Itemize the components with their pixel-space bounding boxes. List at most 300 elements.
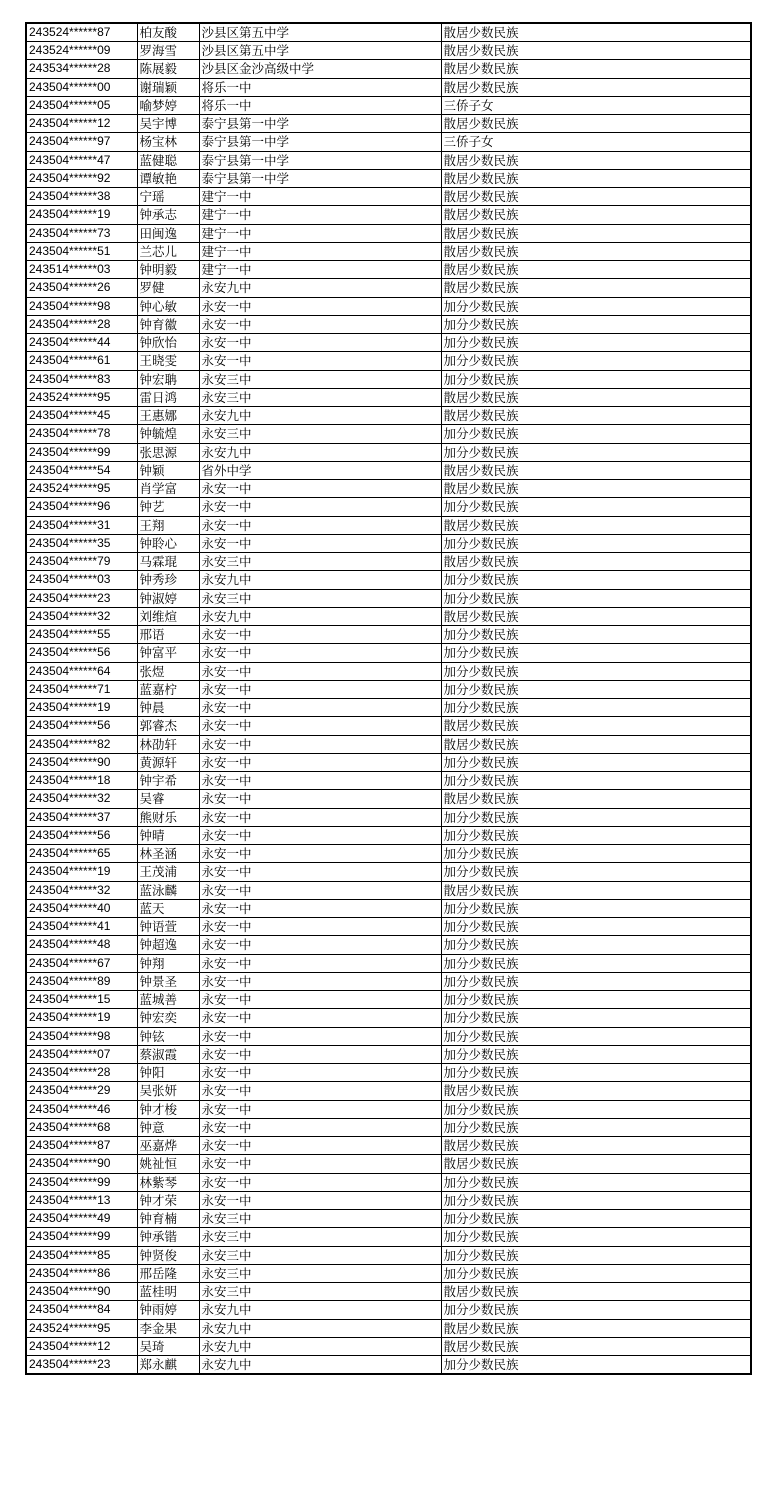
- school-cell: 永安三中: [199, 1228, 441, 1246]
- category-cell: 加分少数民族: [441, 1173, 751, 1191]
- name-cell: 蓝健聪: [137, 151, 199, 169]
- name-cell: 熊财乐: [137, 808, 199, 826]
- id-cell: 243504******32: [26, 881, 137, 899]
- school-cell: 永安一中: [199, 881, 441, 899]
- name-cell: 钟承志: [137, 206, 199, 224]
- table-row: [26, 1246, 751, 1264]
- id-cell: 243504******99: [26, 443, 137, 461]
- name-cell: 钟育徽: [137, 315, 199, 333]
- table-row: [26, 279, 751, 297]
- name-cell: 钟聆心: [137, 534, 199, 552]
- name-cell: 黄源轩: [137, 753, 199, 771]
- id-cell: 243504******19: [26, 699, 137, 717]
- table-row: [26, 954, 751, 972]
- table-row: [26, 918, 751, 936]
- table-row: [26, 23, 751, 42]
- name-cell: 钟育楠: [137, 1210, 199, 1228]
- name-cell: 林劭轩: [137, 735, 199, 753]
- category-cell: 加分少数民族: [441, 1118, 751, 1136]
- name-cell: 喻梦婷: [137, 96, 199, 114]
- name-cell: 郭睿杰: [137, 717, 199, 735]
- table-row: [26, 571, 751, 589]
- table-row: [26, 1009, 751, 1027]
- category-cell: 散居少数民族: [441, 735, 751, 753]
- name-cell: 王晓雯: [137, 352, 199, 370]
- category-cell: 散居少数民族: [441, 151, 751, 169]
- table-row: [26, 626, 751, 644]
- school-cell: 永安一中: [199, 680, 441, 698]
- name-cell: 钟晴: [137, 826, 199, 844]
- name-cell: 陈展毅: [137, 60, 199, 78]
- name-cell: 姚祉恒: [137, 1155, 199, 1173]
- category-cell: 加分少数民族: [441, 808, 751, 826]
- name-cell: 钟心敏: [137, 297, 199, 315]
- category-cell: 加分少数民族: [441, 1246, 751, 1264]
- table-row: [26, 261, 751, 279]
- category-cell: 散居少数民族: [441, 206, 751, 224]
- id-cell: 243504******45: [26, 407, 137, 425]
- id-cell: 243504******54: [26, 461, 137, 479]
- school-cell: 泰宁县第一中学: [199, 115, 441, 133]
- table-row: [26, 224, 751, 242]
- name-cell: 钟晨: [137, 699, 199, 717]
- category-cell: 加分少数民族: [441, 899, 751, 917]
- category-cell: 加分少数民族: [441, 297, 751, 315]
- category-cell: 加分少数民族: [441, 1045, 751, 1063]
- id-cell: 243504******64: [26, 662, 137, 680]
- name-cell: 张思源: [137, 443, 199, 461]
- table-row: [26, 1045, 751, 1063]
- name-cell: 林紫琴: [137, 1173, 199, 1191]
- category-cell: 加分少数民族: [441, 1064, 751, 1082]
- category-cell: 加分少数民族: [441, 443, 751, 461]
- id-cell: 243504******92: [26, 169, 137, 187]
- name-cell: 马霖琨: [137, 553, 199, 571]
- category-cell: 加分少数民族: [441, 918, 751, 936]
- id-cell: 243524******09: [26, 42, 137, 60]
- name-cell: 蓝嘉柠: [137, 680, 199, 698]
- name-cell: 钟宇希: [137, 772, 199, 790]
- id-cell: 243504******97: [26, 133, 137, 151]
- table-row: [26, 1191, 751, 1209]
- school-cell: 沙县区金沙高级中学: [199, 60, 441, 78]
- id-cell: 243504******48: [26, 936, 137, 954]
- id-cell: 243504******26: [26, 279, 137, 297]
- id-cell: 243504******49: [26, 1210, 137, 1228]
- name-cell: 吴琦: [137, 1337, 199, 1355]
- id-cell: 243504******82: [26, 735, 137, 753]
- category-cell: 散居少数民族: [441, 60, 751, 78]
- school-cell: 永安九中: [199, 279, 441, 297]
- id-cell: 243504******46: [26, 1100, 137, 1118]
- table-row: [26, 42, 751, 60]
- id-cell: 243504******65: [26, 845, 137, 863]
- table-row: [26, 1082, 751, 1100]
- table-row: [26, 1228, 751, 1246]
- category-cell: 三侨子女: [441, 133, 751, 151]
- table-row: [26, 699, 751, 717]
- category-cell: 散居少数民族: [441, 461, 751, 479]
- id-cell: 243504******12: [26, 1337, 137, 1355]
- category-cell: 加分少数民族: [441, 991, 751, 1009]
- name-cell: 巫嘉烨: [137, 1137, 199, 1155]
- table-row: [26, 680, 751, 698]
- name-cell: 钟铉: [137, 1027, 199, 1045]
- name-cell: 钟贤俊: [137, 1246, 199, 1264]
- school-cell: 永安一中: [199, 936, 441, 954]
- school-cell: 永安九中: [199, 1337, 441, 1355]
- name-cell: 林圣涵: [137, 845, 199, 863]
- category-cell: 散居少数民族: [441, 516, 751, 534]
- category-cell: 散居少数民族: [441, 261, 751, 279]
- name-cell: 钟才荣: [137, 1191, 199, 1209]
- name-cell: 钟毓煌: [137, 425, 199, 443]
- id-cell: 243504******23: [26, 589, 137, 607]
- id-cell: 243504******41: [26, 918, 137, 936]
- category-cell: 加分少数民族: [441, 626, 751, 644]
- school-cell: 永安一中: [199, 516, 441, 534]
- school-cell: 建宁一中: [199, 261, 441, 279]
- id-cell: 243504******18: [26, 772, 137, 790]
- category-cell: 散居少数民族: [441, 279, 751, 297]
- table-row: [26, 772, 751, 790]
- id-cell: 243524******95: [26, 480, 137, 498]
- id-cell: 243504******51: [26, 242, 137, 260]
- table-row: [26, 96, 751, 114]
- category-cell: 散居少数民族: [441, 1137, 751, 1155]
- school-cell: 永安一中: [199, 334, 441, 352]
- school-cell: 永安三中: [199, 589, 441, 607]
- category-cell: 散居少数民族: [441, 717, 751, 735]
- id-cell: 243504******96: [26, 498, 137, 516]
- id-cell: 243504******87: [26, 1137, 137, 1155]
- name-cell: 宁瑶: [137, 188, 199, 206]
- school-cell: 永安一中: [199, 626, 441, 644]
- school-cell: 永安一中: [199, 954, 441, 972]
- school-cell: 永安一中: [199, 1137, 441, 1155]
- table-row: [26, 1064, 751, 1082]
- school-cell: 永安一中: [199, 498, 441, 516]
- school-cell: 永安一中: [199, 352, 441, 370]
- category-cell: 加分少数民族: [441, 772, 751, 790]
- table-row: [26, 589, 751, 607]
- school-cell: 永安一中: [199, 297, 441, 315]
- table-row: [26, 1356, 751, 1375]
- category-cell: 散居少数民族: [441, 553, 751, 571]
- table-row: [26, 644, 751, 662]
- category-cell: 加分少数民族: [441, 334, 751, 352]
- category-cell: 散居少数民族: [441, 188, 751, 206]
- id-cell: 243504******84: [26, 1301, 137, 1319]
- table-row: [26, 753, 751, 771]
- school-cell: 永安一中: [199, 1027, 441, 1045]
- name-cell: 邢岳隆: [137, 1264, 199, 1282]
- school-cell: 建宁一中: [199, 206, 441, 224]
- name-cell: 钟艺: [137, 498, 199, 516]
- table-body: [26, 23, 751, 1374]
- category-cell: 加分少数民族: [441, 589, 751, 607]
- table-row: [26, 1301, 751, 1319]
- school-cell: 沙县区第五中学: [199, 42, 441, 60]
- table-row: [26, 78, 751, 96]
- school-cell: 永安九中: [199, 407, 441, 425]
- category-cell: 散居少数民族: [441, 1082, 751, 1100]
- name-cell: 罗海雪: [137, 42, 199, 60]
- id-cell: 243504******03: [26, 571, 137, 589]
- category-cell: 加分少数民族: [441, 1210, 751, 1228]
- school-cell: 永安三中: [199, 1246, 441, 1264]
- id-cell: 243504******38: [26, 188, 137, 206]
- category-cell: 加分少数民族: [441, 1356, 751, 1375]
- table-row: [26, 899, 751, 917]
- table-row: [26, 297, 751, 315]
- id-cell: 243504******79: [26, 553, 137, 571]
- name-cell: 吴宇博: [137, 115, 199, 133]
- table-row: [26, 115, 751, 133]
- table-row: [26, 826, 751, 844]
- school-cell: 永安一中: [199, 918, 441, 936]
- id-cell: 243504******68: [26, 1118, 137, 1136]
- school-cell: 永安一中: [199, 826, 441, 844]
- category-cell: 加分少数民族: [441, 534, 751, 552]
- name-cell: 钟宏奕: [137, 1009, 199, 1027]
- category-cell: 散居少数民族: [441, 169, 751, 187]
- school-cell: 永安一中: [199, 1118, 441, 1136]
- category-cell: 加分少数民族: [441, 1100, 751, 1118]
- name-cell: 柏友酸: [137, 23, 199, 42]
- category-cell: 散居少数民族: [441, 1319, 751, 1337]
- category-cell: 加分少数民族: [441, 845, 751, 863]
- school-cell: 永安九中: [199, 443, 441, 461]
- school-cell: 永安九中: [199, 607, 441, 625]
- id-cell: 243504******98: [26, 1027, 137, 1045]
- table-row: [26, 370, 751, 388]
- category-cell: 散居少数民族: [441, 388, 751, 406]
- category-cell: 加分少数民族: [441, 498, 751, 516]
- table-row: [26, 169, 751, 187]
- name-cell: 蓝天: [137, 899, 199, 917]
- category-cell: 加分少数民族: [441, 1264, 751, 1282]
- school-cell: 永安一中: [199, 1191, 441, 1209]
- table-row: [26, 845, 751, 863]
- table-row: [26, 133, 751, 151]
- school-cell: 永安九中: [199, 1301, 441, 1319]
- school-cell: 沙县区第五中学: [199, 23, 441, 42]
- table-row: [26, 534, 751, 552]
- id-cell: 243504******12: [26, 115, 137, 133]
- table-row: [26, 206, 751, 224]
- name-cell: 钟明毅: [137, 261, 199, 279]
- category-cell: 加分少数民族: [441, 936, 751, 954]
- school-cell: 永安三中: [199, 553, 441, 571]
- id-cell: 243504******31: [26, 516, 137, 534]
- table-row: [26, 662, 751, 680]
- school-cell: 永安三中: [199, 425, 441, 443]
- category-cell: 散居少数民族: [441, 1283, 751, 1301]
- name-cell: 王翔: [137, 516, 199, 534]
- table-row: [26, 790, 751, 808]
- name-cell: 钟宏聃: [137, 370, 199, 388]
- school-cell: 永安三中: [199, 1264, 441, 1282]
- table-row: [26, 991, 751, 1009]
- id-cell: 243504******56: [26, 717, 137, 735]
- school-cell: 永安一中: [199, 1173, 441, 1191]
- name-cell: 钟超逸: [137, 936, 199, 954]
- table-row: [26, 808, 751, 826]
- id-cell: 243504******44: [26, 334, 137, 352]
- category-cell: 散居少数民族: [441, 1337, 751, 1355]
- category-cell: 加分少数民族: [441, 370, 751, 388]
- school-cell: 永安一中: [199, 699, 441, 717]
- school-cell: 永安一中: [199, 845, 441, 863]
- category-cell: 加分少数民族: [441, 699, 751, 717]
- category-cell: 加分少数民族: [441, 972, 751, 990]
- category-cell: 散居少数民族: [441, 224, 751, 242]
- name-cell: 钟颖: [137, 461, 199, 479]
- id-cell: 243504******78: [26, 425, 137, 443]
- school-cell: 将乐一中: [199, 78, 441, 96]
- id-cell: 243504******19: [26, 1009, 137, 1027]
- category-cell: 加分少数民族: [441, 863, 751, 881]
- name-cell: 杨宝林: [137, 133, 199, 151]
- id-cell: 243504******32: [26, 607, 137, 625]
- name-cell: 谭敏艳: [137, 169, 199, 187]
- name-cell: 肖学富: [137, 480, 199, 498]
- name-cell: 钟欣怡: [137, 334, 199, 352]
- id-cell: 243504******71: [26, 680, 137, 698]
- id-cell: 243504******89: [26, 972, 137, 990]
- category-cell: 加分少数民族: [441, 352, 751, 370]
- id-cell: 243504******55: [26, 626, 137, 644]
- id-cell: 243504******28: [26, 1064, 137, 1082]
- name-cell: 钟意: [137, 1118, 199, 1136]
- name-cell: 蓝城善: [137, 991, 199, 1009]
- school-cell: 永安一中: [199, 753, 441, 771]
- school-cell: 永安一中: [199, 315, 441, 333]
- table-row: [26, 516, 751, 534]
- name-cell: 吴张妍: [137, 1082, 199, 1100]
- school-cell: 永安一中: [199, 1100, 441, 1118]
- category-cell: 散居少数民族: [441, 42, 751, 60]
- school-cell: 永安一中: [199, 899, 441, 917]
- table-row: [26, 480, 751, 498]
- id-cell: 243504******47: [26, 151, 137, 169]
- category-cell: 加分少数民族: [441, 1301, 751, 1319]
- name-cell: 钟秀珍: [137, 571, 199, 589]
- name-cell: 吴睿: [137, 790, 199, 808]
- school-cell: 永安一中: [199, 717, 441, 735]
- category-cell: 加分少数民族: [441, 425, 751, 443]
- name-cell: 郑永麒: [137, 1356, 199, 1375]
- category-cell: 三侨子女: [441, 96, 751, 114]
- category-cell: 加分少数民族: [441, 954, 751, 972]
- school-cell: 泰宁县第一中学: [199, 133, 441, 151]
- school-cell: 泰宁县第一中学: [199, 169, 441, 187]
- id-cell: 243504******56: [26, 644, 137, 662]
- id-cell: 243504******07: [26, 1045, 137, 1063]
- table-row: [26, 881, 751, 899]
- table-row: [26, 1283, 751, 1301]
- id-cell: 243504******19: [26, 863, 137, 881]
- id-cell: 243504******99: [26, 1173, 137, 1191]
- name-cell: 雷日鸿: [137, 388, 199, 406]
- category-cell: 散居少数民族: [441, 480, 751, 498]
- id-cell: 243504******37: [26, 808, 137, 826]
- school-cell: 省外中学: [199, 461, 441, 479]
- category-cell: 加分少数民族: [441, 662, 751, 680]
- name-cell: 罗健: [137, 279, 199, 297]
- table-row: [26, 242, 751, 260]
- school-cell: 永安一中: [199, 772, 441, 790]
- school-cell: 建宁一中: [199, 242, 441, 260]
- id-cell: 243504******35: [26, 534, 137, 552]
- name-cell: 钟富平: [137, 644, 199, 662]
- school-cell: 永安一中: [199, 790, 441, 808]
- id-cell: 243504******61: [26, 352, 137, 370]
- name-cell: 蔡淑霞: [137, 1045, 199, 1063]
- id-cell: 243504******56: [26, 826, 137, 844]
- id-cell: 243504******73: [26, 224, 137, 242]
- student-list-table: [25, 22, 752, 1375]
- id-cell: 243504******90: [26, 1283, 137, 1301]
- table-row: [26, 151, 751, 169]
- name-cell: 钟景圣: [137, 972, 199, 990]
- school-cell: 永安一中: [199, 1009, 441, 1027]
- table-row: [26, 352, 751, 370]
- category-cell: 加分少数民族: [441, 1009, 751, 1027]
- id-cell: 243504******05: [26, 96, 137, 114]
- school-cell: 永安一中: [199, 972, 441, 990]
- school-cell: 建宁一中: [199, 224, 441, 242]
- table-row: [26, 936, 751, 954]
- name-cell: 邢语: [137, 626, 199, 644]
- table-row: [26, 407, 751, 425]
- school-cell: 永安一中: [199, 808, 441, 826]
- table-row: [26, 553, 751, 571]
- table-row: [26, 1155, 751, 1173]
- category-cell: 散居少数民族: [441, 790, 751, 808]
- category-cell: 散居少数民族: [441, 881, 751, 899]
- school-cell: 永安三中: [199, 1210, 441, 1228]
- id-cell: 243504******85: [26, 1246, 137, 1264]
- name-cell: 钟承锴: [137, 1228, 199, 1246]
- name-cell: 刘维煊: [137, 607, 199, 625]
- table-row: [26, 334, 751, 352]
- school-cell: 永安一中: [199, 1082, 441, 1100]
- name-cell: 兰芯儿: [137, 242, 199, 260]
- school-cell: 泰宁县第一中学: [199, 151, 441, 169]
- category-cell: 散居少数民族: [441, 115, 751, 133]
- table-row: [26, 717, 751, 735]
- table-row: [26, 607, 751, 625]
- id-cell: 243504******29: [26, 1082, 137, 1100]
- id-cell: 243504******13: [26, 1191, 137, 1209]
- category-cell: 加分少数民族: [441, 753, 751, 771]
- table-row: [26, 1264, 751, 1282]
- category-cell: 散居少数民族: [441, 607, 751, 625]
- table-row: [26, 425, 751, 443]
- school-cell: 永安一中: [199, 1064, 441, 1082]
- id-cell: 243534******28: [26, 60, 137, 78]
- school-cell: 永安一中: [199, 662, 441, 680]
- id-cell: 243524******95: [26, 1319, 137, 1337]
- table-row: [26, 1210, 751, 1228]
- id-cell: 243504******99: [26, 1228, 137, 1246]
- table-row: [26, 1118, 751, 1136]
- school-cell: 永安一中: [199, 1155, 441, 1173]
- table-row: [26, 972, 751, 990]
- table-row: [26, 1173, 751, 1191]
